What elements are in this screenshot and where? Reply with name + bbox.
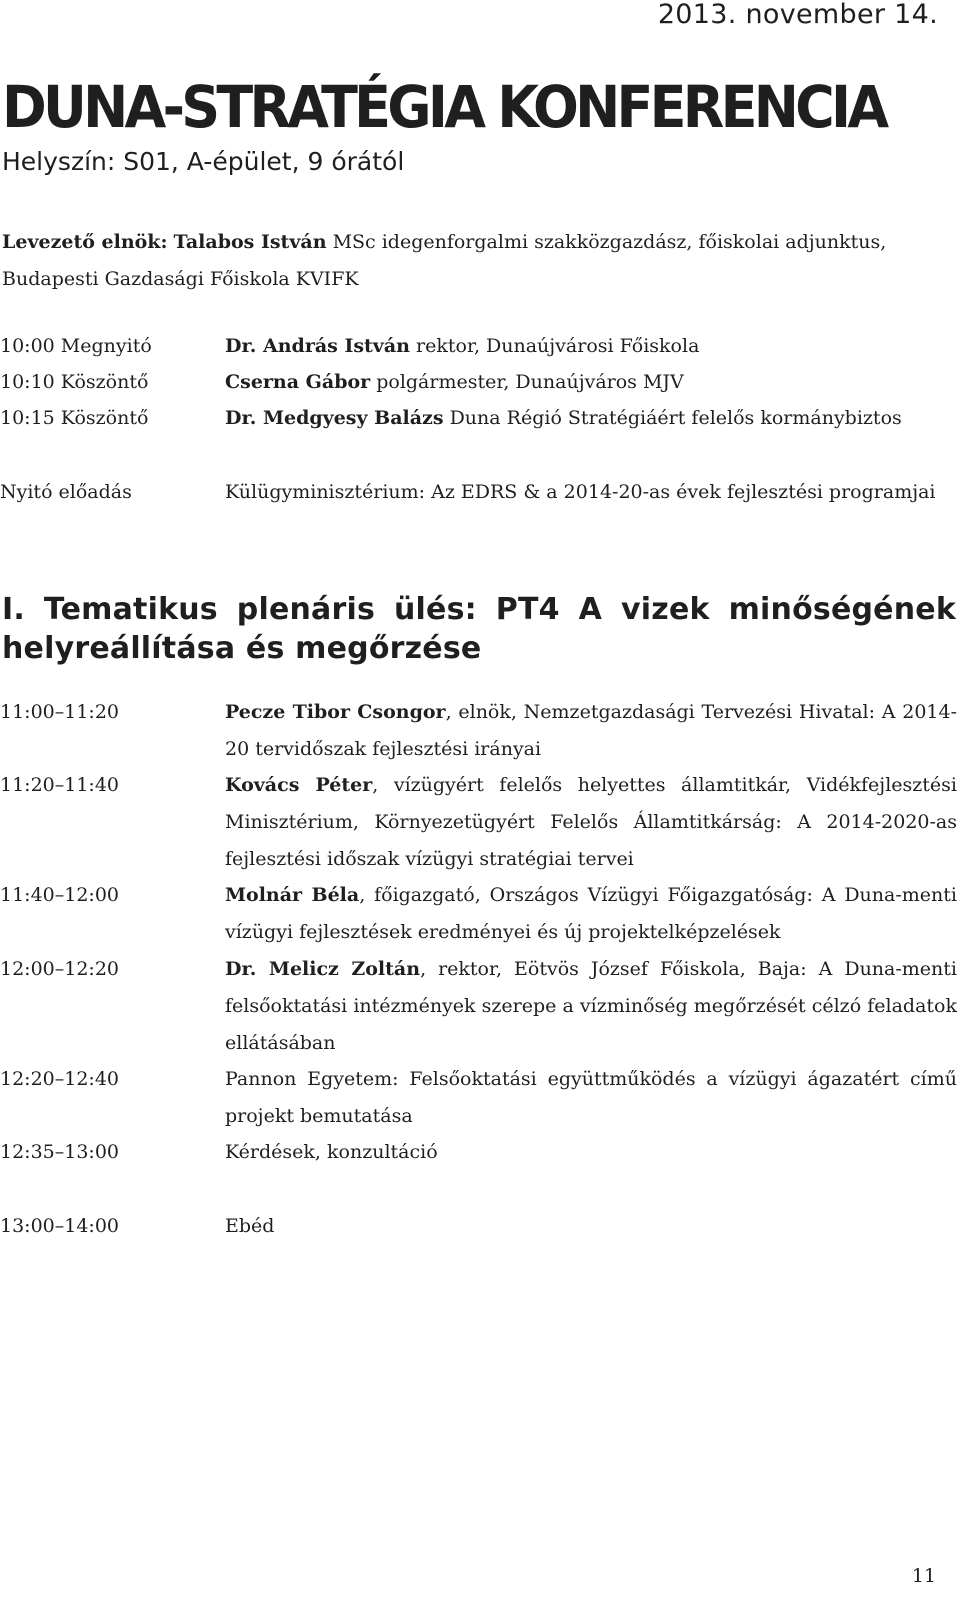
schedule-time: 11:40–12:00	[0, 884, 120, 906]
talk-details: , főigazgató, Országos Vízügyi Főigazgatóság: A Duna-menti vízügyi fejlesztések eredményei és új projektelképzelések	[225, 884, 957, 943]
schedule-time: 12:35–13:00	[0, 1141, 120, 1163]
section-heading: I. Tematikus plenáris ülés: PT4 A vizek minőségének helyreállítása és megőrzése	[2, 592, 956, 666]
talk-details: Kérdések, konzultáció	[225, 1141, 438, 1163]
speaker-name: Molnár Béla	[225, 884, 360, 906]
schedule-desc	[225, 1134, 957, 1171]
speaker-name: Dr. Melicz Zoltán	[225, 958, 421, 980]
schedule-desc	[225, 1208, 957, 1245]
schedule-desc	[225, 877, 957, 951]
opening-time: 10:00 Megnyitó	[0, 335, 152, 357]
schedule-desc	[225, 951, 957, 1062]
schedule-desc	[225, 694, 957, 768]
schedule-desc	[225, 1061, 957, 1135]
page-title: DUNA-STRATÉGIA KONFERENCIA	[2, 73, 886, 141]
speaker-role: polgármester, Dunaújváros MJV	[376, 371, 684, 393]
speaker-name: Dr. András István	[225, 335, 410, 357]
speaker-role: Duna Régió Stratégiáért felelős kormánybiztos	[449, 407, 902, 429]
speaker-name: Dr. Medgyesy Balázs	[225, 407, 444, 429]
talk-details: , vízügyért felelős helyettes államtitkár, Vidékfejlesztési Minisztérium, Környezetügyért Felelős Államtitkárság: A 2014-2020-as fejlesztési időszak vízügyi stratégiai tervei	[225, 774, 957, 870]
opening-time: 10:10 Köszöntő	[0, 371, 149, 393]
schedule-desc	[225, 767, 957, 878]
opening-desc	[225, 328, 957, 365]
talk-details: , elnök, Nemzetgazdasági Tervezési Hivatal: A 2014-20 tervidőszak fejlesztési irányai	[225, 701, 958, 760]
speaker-role: rektor, Dunaújvárosi Főiskola	[416, 335, 700, 357]
talk-details: Ebéd	[225, 1215, 275, 1237]
keynote-desc: Külügyminisztérium: Az EDRS & a 2014-20-as évek fejlesztési programjai	[225, 481, 936, 503]
keynote-label: Nyitó előadás	[0, 481, 132, 503]
page-number: 11	[911, 1565, 936, 1587]
venue: Helyszín: S01, A-épület, 9 órától	[2, 147, 405, 176]
date: 2013. november 14.	[657, 0, 938, 30]
speaker-name: Kovács Péter	[225, 774, 373, 796]
talk-details: Pannon Egyetem: Felsőoktatási együttműködés a vízügyi ágazatért című projekt bemutatása	[225, 1068, 957, 1127]
schedule-time: 12:00–12:20	[0, 958, 120, 980]
schedule-time: 11:00–11:20	[0, 701, 120, 723]
chair-line	[2, 224, 952, 298]
schedule-time: 12:20–12:40	[0, 1068, 120, 1090]
talk-details: , rektor, Eötvös József Főiskola, Baja: A Duna-menti felsőoktatási intézmények szerepe a vízminőség megőrzését célzó feladatok ellátásában	[225, 958, 958, 1054]
schedule-time: 13:00–14:00	[0, 1215, 120, 1237]
chair-details: MSc idegenforgalmi szakközgazdász, főiskolai adjunktus, Budapesti Gazdasági Főiskola KVIFK	[2, 231, 887, 290]
chair-name: Talabos István	[173, 231, 327, 253]
opening-time: 10:15 Köszöntő	[0, 407, 149, 429]
opening-desc	[225, 400, 957, 437]
opening-desc	[225, 364, 957, 401]
speaker-name: Pecze Tibor Csongor	[225, 701, 446, 723]
speaker-name: Cserna Gábor	[225, 371, 371, 393]
schedule-time: 11:20–11:40	[0, 774, 120, 796]
chair-label: Levezető elnök:	[2, 231, 168, 253]
